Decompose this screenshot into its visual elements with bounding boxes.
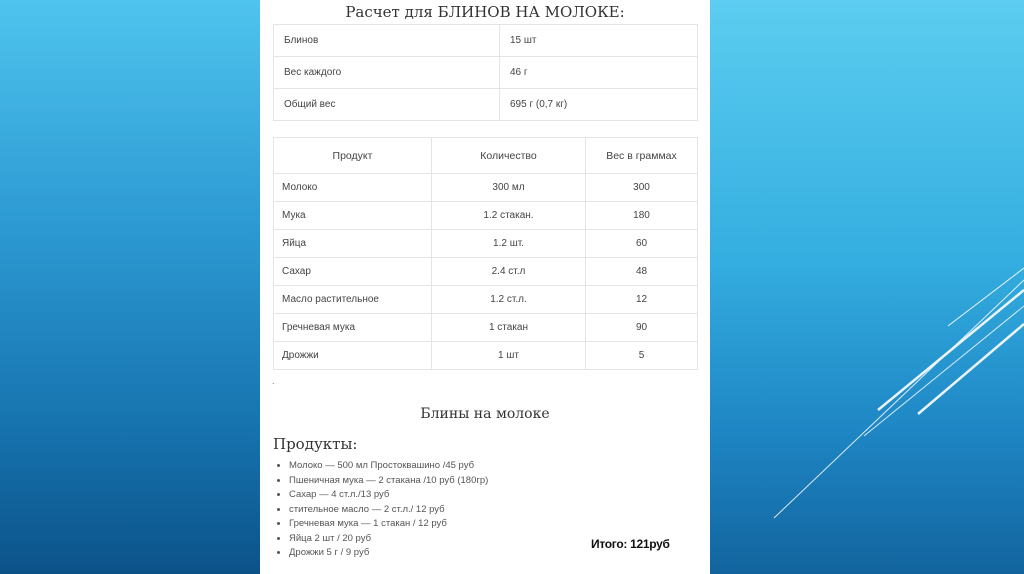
slide-background-left	[0, 0, 260, 574]
product-name: Дрожжи	[274, 342, 432, 370]
product-quantity: 1.2 шт.	[432, 230, 586, 258]
product-weight: 180	[586, 202, 698, 230]
table-row	[274, 258, 698, 286]
summary-label: Блинов	[274, 25, 500, 57]
table-row	[274, 174, 698, 202]
list-item: • Дрожжи 5 г / 9 руб	[289, 546, 488, 561]
summary-table	[273, 24, 698, 121]
section-title: Блины на молоке	[420, 406, 550, 422]
product-name: Масло растительное	[274, 286, 432, 314]
product-weight: 5	[586, 342, 698, 370]
list-item: • Яйца 2 шт / 20 руб	[289, 532, 488, 547]
list-item: • Молоко — 500 мл Простоквашино /45 руб	[289, 459, 488, 474]
product-quantity: 2.4 ст.л	[432, 258, 586, 286]
product-quantity: 1 шт	[432, 342, 586, 370]
table-row	[274, 89, 698, 121]
summary-value: 46 г	[500, 57, 698, 89]
column-header-quantity: Количество	[432, 138, 586, 174]
product-name: Мука	[274, 202, 432, 230]
list-item: • Пшеничная мука — 2 стакана /10 руб (180гр)	[289, 474, 488, 489]
summary-value: 15 шт	[500, 25, 698, 57]
list-item: • Сахар — 4 ст.л./13 руб	[289, 488, 488, 503]
product-name: Сахар	[274, 258, 432, 286]
table-row	[274, 57, 698, 89]
calculation-title: Расчет для БЛИНОВ НА МОЛОКЕ:	[345, 3, 625, 21]
table-row	[274, 314, 698, 342]
product-name: Молоко	[274, 174, 432, 202]
column-header-product: Продукт	[274, 138, 432, 174]
product-name: Яйца	[274, 230, 432, 258]
products-heading: Продукты:	[273, 435, 358, 453]
list-item: • стительное масло — 2 ст.л./ 12 руб	[289, 503, 488, 518]
summary-value: 695 г (0,7 кг)	[500, 89, 698, 121]
decorative-lines	[760, 240, 1024, 540]
product-quantity: 1 стакан	[432, 314, 586, 342]
table-row	[274, 25, 698, 57]
list-item: • Гречневая мука — 1 стакан / 12 руб	[289, 517, 488, 532]
products-list	[273, 459, 488, 561]
product-weight: 12	[586, 286, 698, 314]
summary-label: Вес каждого	[274, 57, 500, 89]
product-weight: 300	[586, 174, 698, 202]
table-row	[274, 286, 698, 314]
document-page	[260, 0, 710, 574]
stray-dot: .	[272, 376, 275, 386]
product-weight: 60	[586, 230, 698, 258]
product-weight: 90	[586, 314, 698, 342]
table-row	[274, 342, 698, 370]
product-quantity: 300 мл	[432, 174, 586, 202]
table-row	[274, 230, 698, 258]
summary-label: Общий вес	[274, 89, 500, 121]
table-header-row	[274, 138, 698, 174]
total-cost: Итого: 121руб	[591, 537, 670, 551]
product-quantity: 1.2 стакан.	[432, 202, 586, 230]
products-table	[273, 137, 698, 370]
product-name: Гречневая мука	[274, 314, 432, 342]
column-header-weight: Вес в граммах	[586, 138, 698, 174]
product-quantity: 1.2 ст.л.	[432, 286, 586, 314]
product-weight: 48	[586, 258, 698, 286]
table-row	[274, 202, 698, 230]
